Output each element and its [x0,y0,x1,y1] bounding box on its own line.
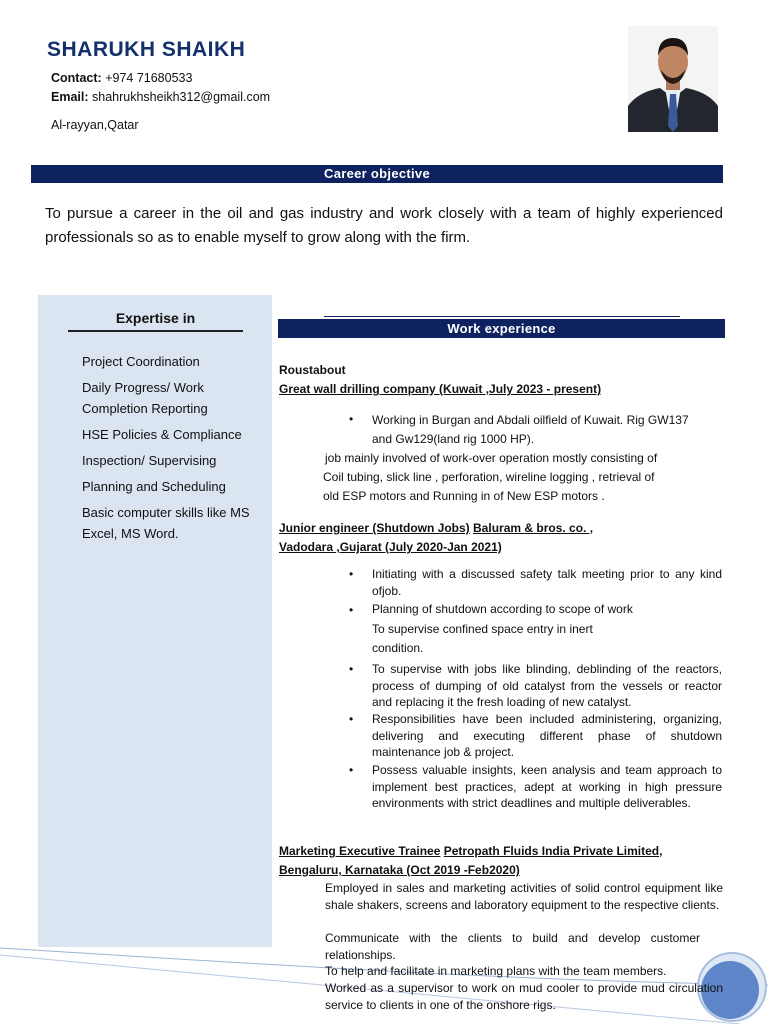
location: Al-rayyan,Qatar [51,118,139,132]
job-detail-line: Coil tubing, slick line , perforation, wireline logging , retrieval of [323,470,655,484]
job-company: Great wall drilling company (Kuwait ,July 2023 - present) [279,382,602,396]
job-title: Marketing Executive Trainee [279,844,441,858]
job-header [279,519,593,538]
job-title: Roustabout [279,363,346,377]
contact-line [51,71,192,85]
expertise-item: HSE Policies & Compliance [82,427,242,442]
job-bullet: Initiating with a discussed safety talk meeting prior to any kind ofjob. [372,567,722,598]
bullet-dot: • [349,712,354,726]
bullet-dot: • [349,603,354,617]
candidate-name: SHARUKH SHAIKH [47,38,246,61]
heading-rule [324,316,680,317]
job-location: Vadodara ,Gujarat (July 2020-Jan 2021) [279,540,502,554]
expertise-item: Project Coordination [82,354,200,369]
career-objective-heading: Career objective [31,165,723,183]
job-detail-line: job mainly involved of work-over operation mostly consisting of [325,451,658,465]
job-paragraph: Employed in sales and marketing activities of solid control equipment like shale shakers, screens and laboratory equipment to the respective clients. [325,881,723,912]
email-line [51,90,270,104]
job-detail-line: old ESP motors and Running in of New ESP motors . [323,489,605,503]
email-address: shahrukhsheikh312@gmail.com [92,90,271,104]
job-title: Junior engineer (Shutdown Jobs) [279,521,470,535]
email-label: Email: [51,90,89,104]
job-company: Petropath Fluids India Private Limited, [443,844,663,858]
job-header [279,842,662,861]
profile-photo [628,26,718,132]
expertise-item: Daily Progress/ Work Completion Reporting [82,380,208,416]
bullet-dot: • [349,763,354,777]
bullet-dot: • [349,662,354,676]
expertise-item: Planning and Scheduling [82,479,226,494]
job-company: Baluram & bros. co. , [473,521,594,535]
expertise-item: Basic computer skills like MS Excel, MS Word. [82,505,250,541]
job-bullet: To supervise with jobs like blinding, deblinding of the reactors, process of dumping of old catalyst from the vessels or reactor and replacing it the fresh loading of new catalyst. [372,662,722,709]
expertise-item: Inspection/ Supervising [82,453,217,468]
job-bullet: Working in Burgan and Abdali oilfield of Kuwait. Rig GW137 and Gw129(land rig 1000 HP). [372,413,689,446]
expertise-heading: Expertise in [68,310,243,332]
job-bullet: Responsibilities have been included administering, organizing, delivering and executing different phase of shutdown maintenance job & project. [372,712,722,759]
job-paragraph: Worked as a supervisor to work on mud cooler to provide mud circulation service to clients in one of the onshore rigs. [325,981,723,1012]
bullet-dot: • [349,412,354,426]
job-paragraph: To help and facilitate in marketing plans with the team members. [325,964,667,978]
work-experience-heading: Work experience [278,319,725,338]
bullet-dot: • [349,567,354,581]
job-bullet: Planning of shutdown according to scope of work To supervise confined space entry in inert condition. [372,602,633,655]
career-objective-text: To pursue a career in the oil and gas industry and work closely with a team of highly experienced professionals so as to enable myself to grow along with the firm. [45,205,723,246]
job-location: Bengaluru, Karnataka (Oct 2019 -Feb2020) [279,863,520,877]
contact-phone: +974 71680533 [105,71,193,85]
job-bullet: Possess valuable insights, keen analysis and team approach to implement best practices, adept at working in high pressure environments with strict deadlines and multiple deliverables. [372,763,722,810]
contact-label: Contact: [51,71,102,85]
job-paragraph: Communicate with the clients to build and develop customer relationships. [325,931,700,962]
